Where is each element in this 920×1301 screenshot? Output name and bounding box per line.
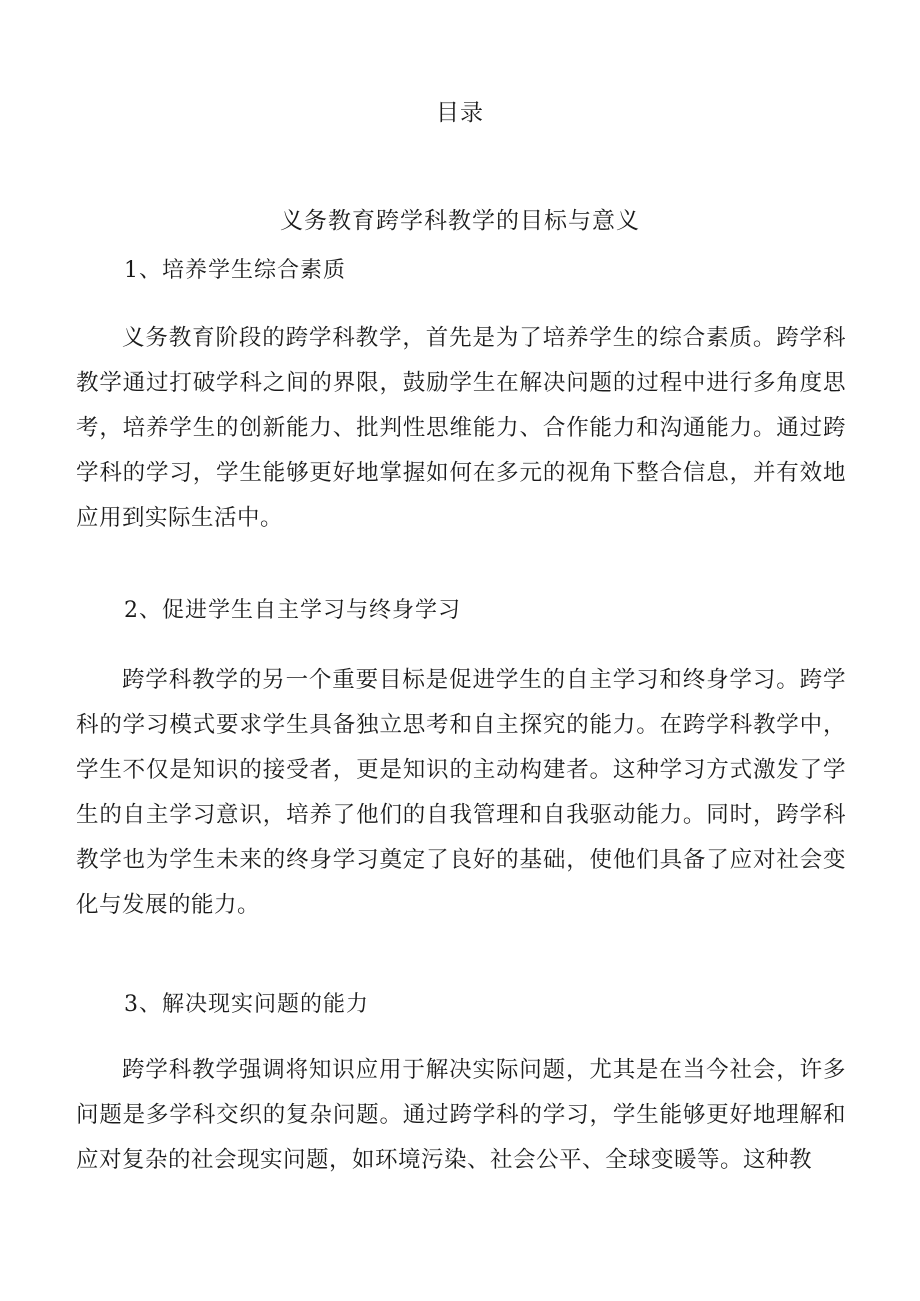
section-heading-2: 2、促进学生自主学习与终身学习 xyxy=(124,598,461,623)
document-title: 义务教育跨学科教学的目标与意义 xyxy=(280,208,640,234)
section-heading-1: 1、培养学生综合素质 xyxy=(124,258,346,283)
toc-title: 目录 xyxy=(436,100,484,126)
section-heading-3: 3、解决现实问题的能力 xyxy=(124,992,369,1017)
section-paragraph-2: 跨学科教学的另一个重要目标是促进学生的自主学习和终身学习。跨学科的学习模式要求学生具备独立思考和自主探究的能力。在跨学科教学中，学生不仅是知识的接受者，更是知识的主动构建者。这种学习方式激发了学生的自主学习意识，培养了他们的自我管理和自我驱动能力。同时，跨学科教学也为学生未来的终身学习奠定了良好的基础，使他们具备了应对社会变化与发展的能力。 xyxy=(76,667,846,918)
section-paragraph-1: 义务教育阶段的跨学科教学，首先是为了培养学生的综合素质。跨学科教学通过打破学科之间的界限，鼓励学生在解决问题的过程中进行多角度思考，培养学生的创新能力、批判性思维能力、合作能力和沟通能力。通过跨学科的学习，学生能够更好地掌握如何在多元的视角下整合信息，并有效地应用到实际生活中。 xyxy=(76,325,846,531)
section-paragraph-3: 跨学科教学强调将知识应用于解决实际问题，尤其是在当今社会，许多问题是多学科交织的复杂问题。通过跨学科的学习，学生能够更好地理解和应对复杂的社会现实问题，如环境污染、社会公平、全球变暖等。这种教 xyxy=(76,1057,846,1173)
